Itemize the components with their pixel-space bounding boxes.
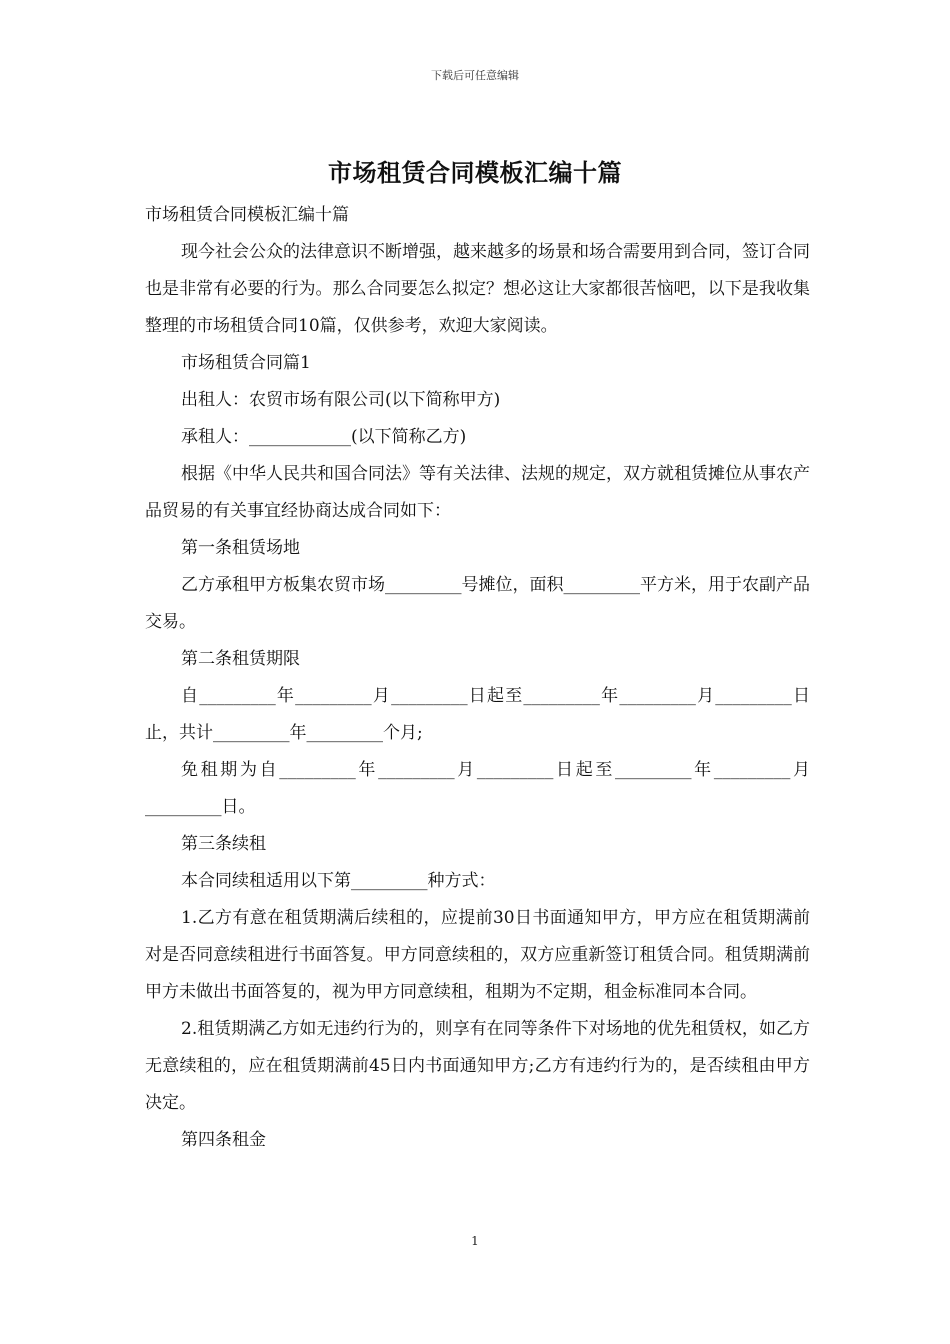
basis-paragraph: 根据《中华人民共和国合同法》等有关法律、法规的规定，双方就租赁摊位从事农产品贸易的有关事宜经协商达成合同如下： (145, 464, 810, 521)
document-body (145, 197, 810, 1159)
article-heading: 第三条续租 (181, 834, 266, 854)
article-heading: 第四条租金 (181, 1130, 266, 1150)
article-paragraph: 1.乙方有意在租赁期满后续租的，应提前30日书面通知甲方，甲方应在租赁期满前对是否同意续租进行书面答复。甲方同意续租的，双方应重新签订租赁合同。租赁期满前甲方未做出书面答复的，视为甲方同意续租，租期为不定期，租金标准同本合同。 (145, 908, 810, 1002)
article-paragraph: 本合同续租适用以下第_________种方式： (181, 871, 496, 891)
article-paragraph: 自_________年_________月_________日起至_________年_________月_________日止，共计_________年_________个月; (145, 686, 810, 743)
article-heading: 第二条租赁期限 (181, 649, 300, 669)
article-paragraph: 免租期为自_________年_________月_________日起至_________年_________月_________日。 (145, 760, 810, 817)
article-paragraph: 2.租赁期满乙方如无违约行为的，则享有在同等条件下对场地的优先租赁权，如乙方无意续租的，应在租赁期满前45日内书面通知甲方;乙方有违约行为的，是否续租由甲方决定。 (145, 1019, 810, 1113)
lessee-line: 承租人：____________(以下简称乙方) (181, 427, 467, 447)
lessor-line: 出租人：农贸市场有限公司(以下简称甲方) (181, 390, 501, 410)
intro-paragraph: 现今社会公众的法律意识不断增强，越来越多的场景和场合需要用到合同，签订合同也是非常有必要的行为。那么合同要怎么拟定？想必这让大家都很苦恼吧，以下是我收集整理的市场租赁合同10篇，仅供参考，欢迎大家阅读。 (145, 242, 810, 336)
subtitle-paragraph: 市场租赁合同模板汇编十篇 (145, 205, 349, 225)
page-number: 1 (471, 1234, 479, 1248)
section-heading: 市场租赁合同篇1 (181, 353, 311, 373)
header-note: 下载后可任意编辑 (431, 69, 519, 82)
article-paragraph: 乙方承租甲方板集农贸市场_________号摊位，面积_________平方米，用于农副产品交易。 (145, 575, 810, 632)
article-heading: 第一条租赁场地 (181, 538, 300, 558)
document-title: 市场租赁合同模板汇编十篇 (328, 158, 622, 187)
